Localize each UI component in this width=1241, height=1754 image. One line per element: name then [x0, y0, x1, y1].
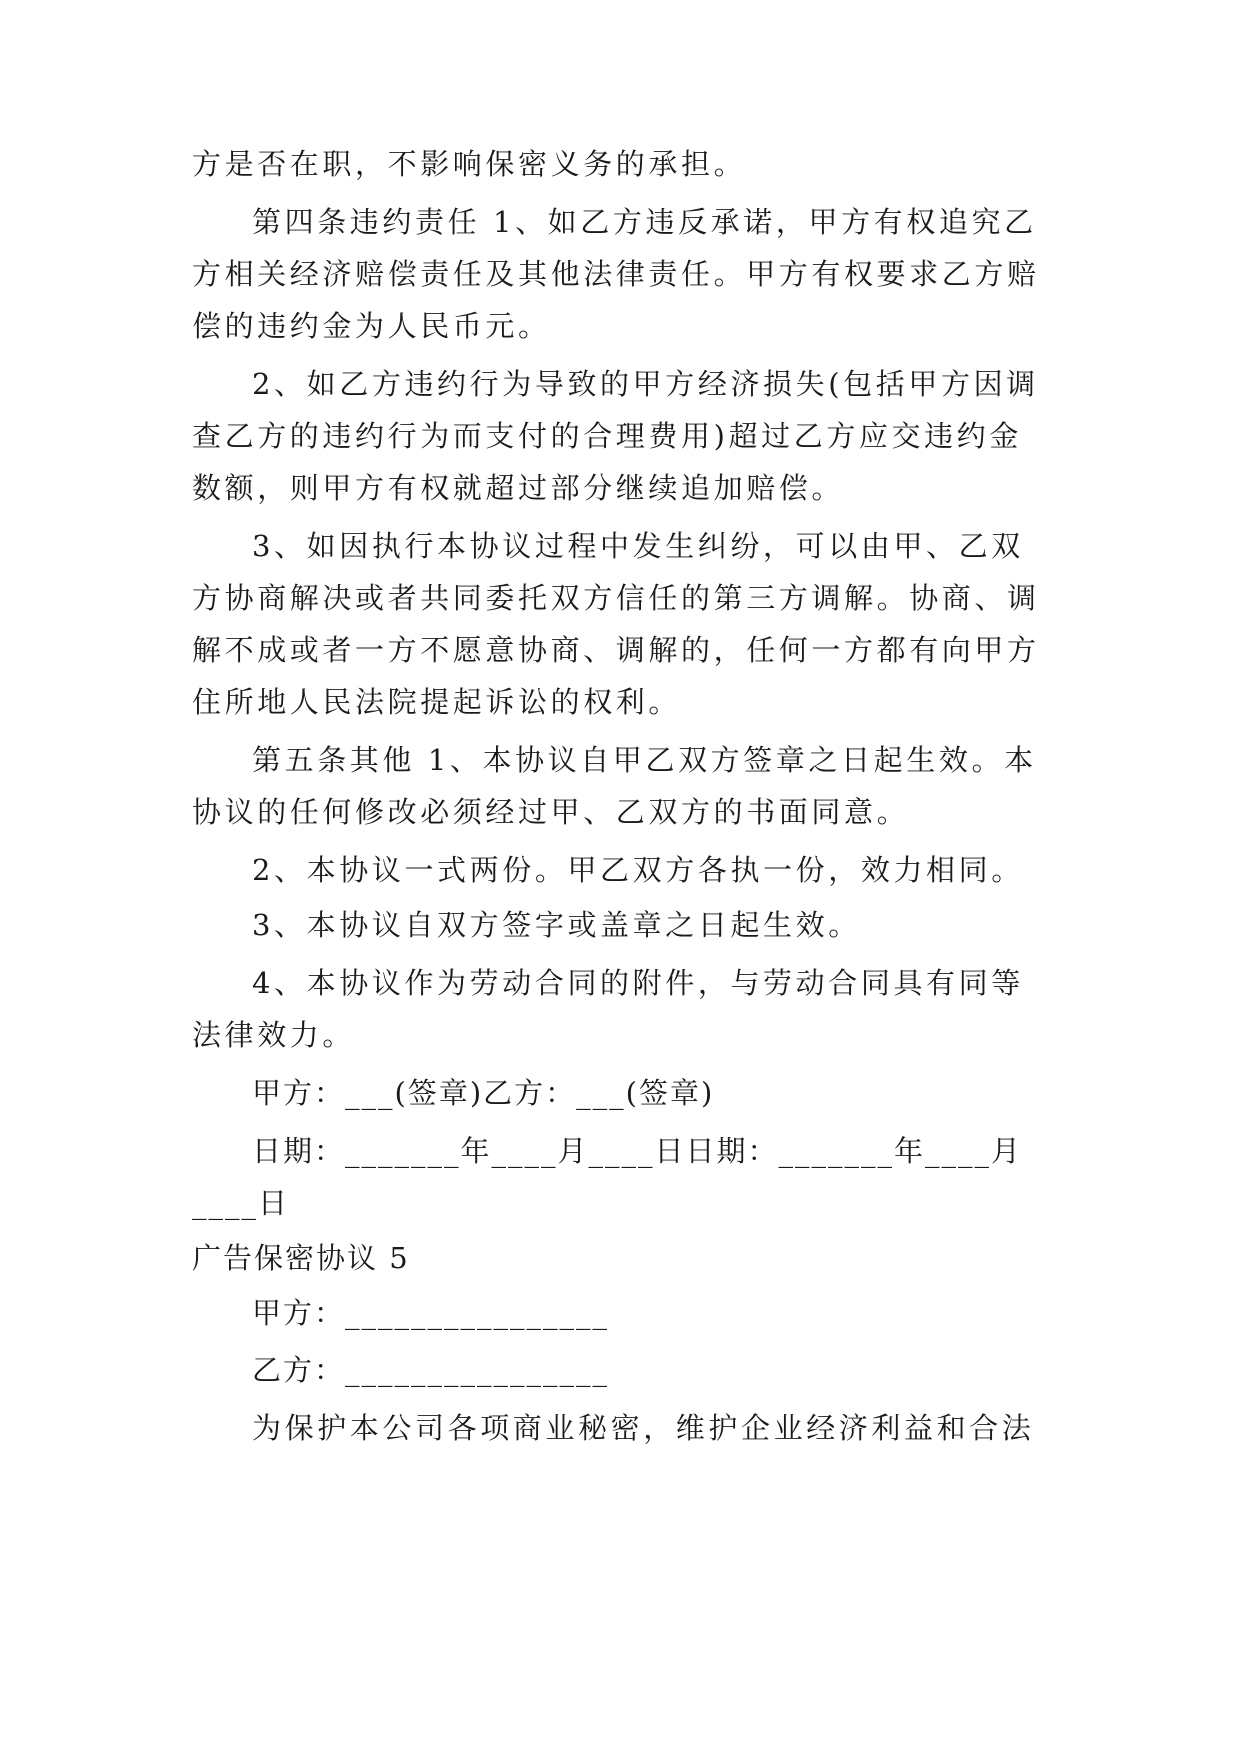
section-title: 广告保密协议 5 [192, 1241, 410, 1275]
paragraph-line: 数额，则甲方有权就超过部分继续追加赔偿。 [192, 471, 845, 505]
paragraph-line: 协议的任何修改必须经过甲、乙双方的书面同意。 [192, 795, 910, 829]
paragraph-line: 方是否在职，不影响保密义务的承担。 [192, 147, 747, 181]
clause-5-heading-line: 第五条其他 1、本协议自甲乙双方签章之日起生效。本 [252, 743, 1037, 777]
clause-4-heading-line: 第四条违约责任 1、如乙方违反承诺，甲方有权追究乙 [252, 205, 1037, 239]
clause-4-item-3-line: 3、如因执行本协议过程中发生纠纷，可以由甲、乙双 [252, 529, 1024, 563]
paragraph-line: 住所地人民法院提起诉讼的权利。 [192, 685, 682, 719]
preamble-line: 为保护本公司各项商业秘密，维护企业经济利益和合法 [252, 1411, 1035, 1445]
clause-4-item-2-line: 2、如乙方违约行为导致的甲方经济损失(包括甲方因调 [252, 367, 1039, 401]
signature-line: 甲方：___(签章)乙方：___(签章) [252, 1076, 715, 1110]
paragraph-line: 解不成或者一方不愿意协商、调解的，任何一方都有向甲方 [192, 633, 1040, 667]
clause-5-item-3-line: 3、本协议自双方签字或盖章之日起生效。 [252, 908, 861, 942]
paragraph-line: 方协商解决或者共同委托双方信任的第三方调解。协商、调 [192, 581, 1040, 615]
party-b-line: 乙方：________________ [252, 1353, 610, 1387]
paragraph-line: 偿的违约金为人民币元。 [192, 309, 551, 343]
date-line: 日期：_______年____月____日日期：_______年____月 [252, 1134, 1023, 1168]
party-a-line: 甲方：________________ [252, 1296, 610, 1330]
paragraph-line: 查乙方的违约行为而支付的合理费用)超过乙方应交违约金 [192, 419, 1022, 453]
clause-5-item-2-line: 2、本协议一式两份。甲乙双方各执一份，效力相同。 [252, 853, 1024, 887]
clause-5-item-4-line: 4、本协议作为劳动合同的附件，与劳动合同具有同等 [252, 966, 1024, 1000]
date-line-continuation: ____日 [192, 1186, 290, 1220]
paragraph-line: 法律效力。 [192, 1018, 356, 1052]
paragraph-line: 方相关经济赔偿责任及其他法律责任。甲方有权要求乙方赔 [192, 257, 1040, 291]
